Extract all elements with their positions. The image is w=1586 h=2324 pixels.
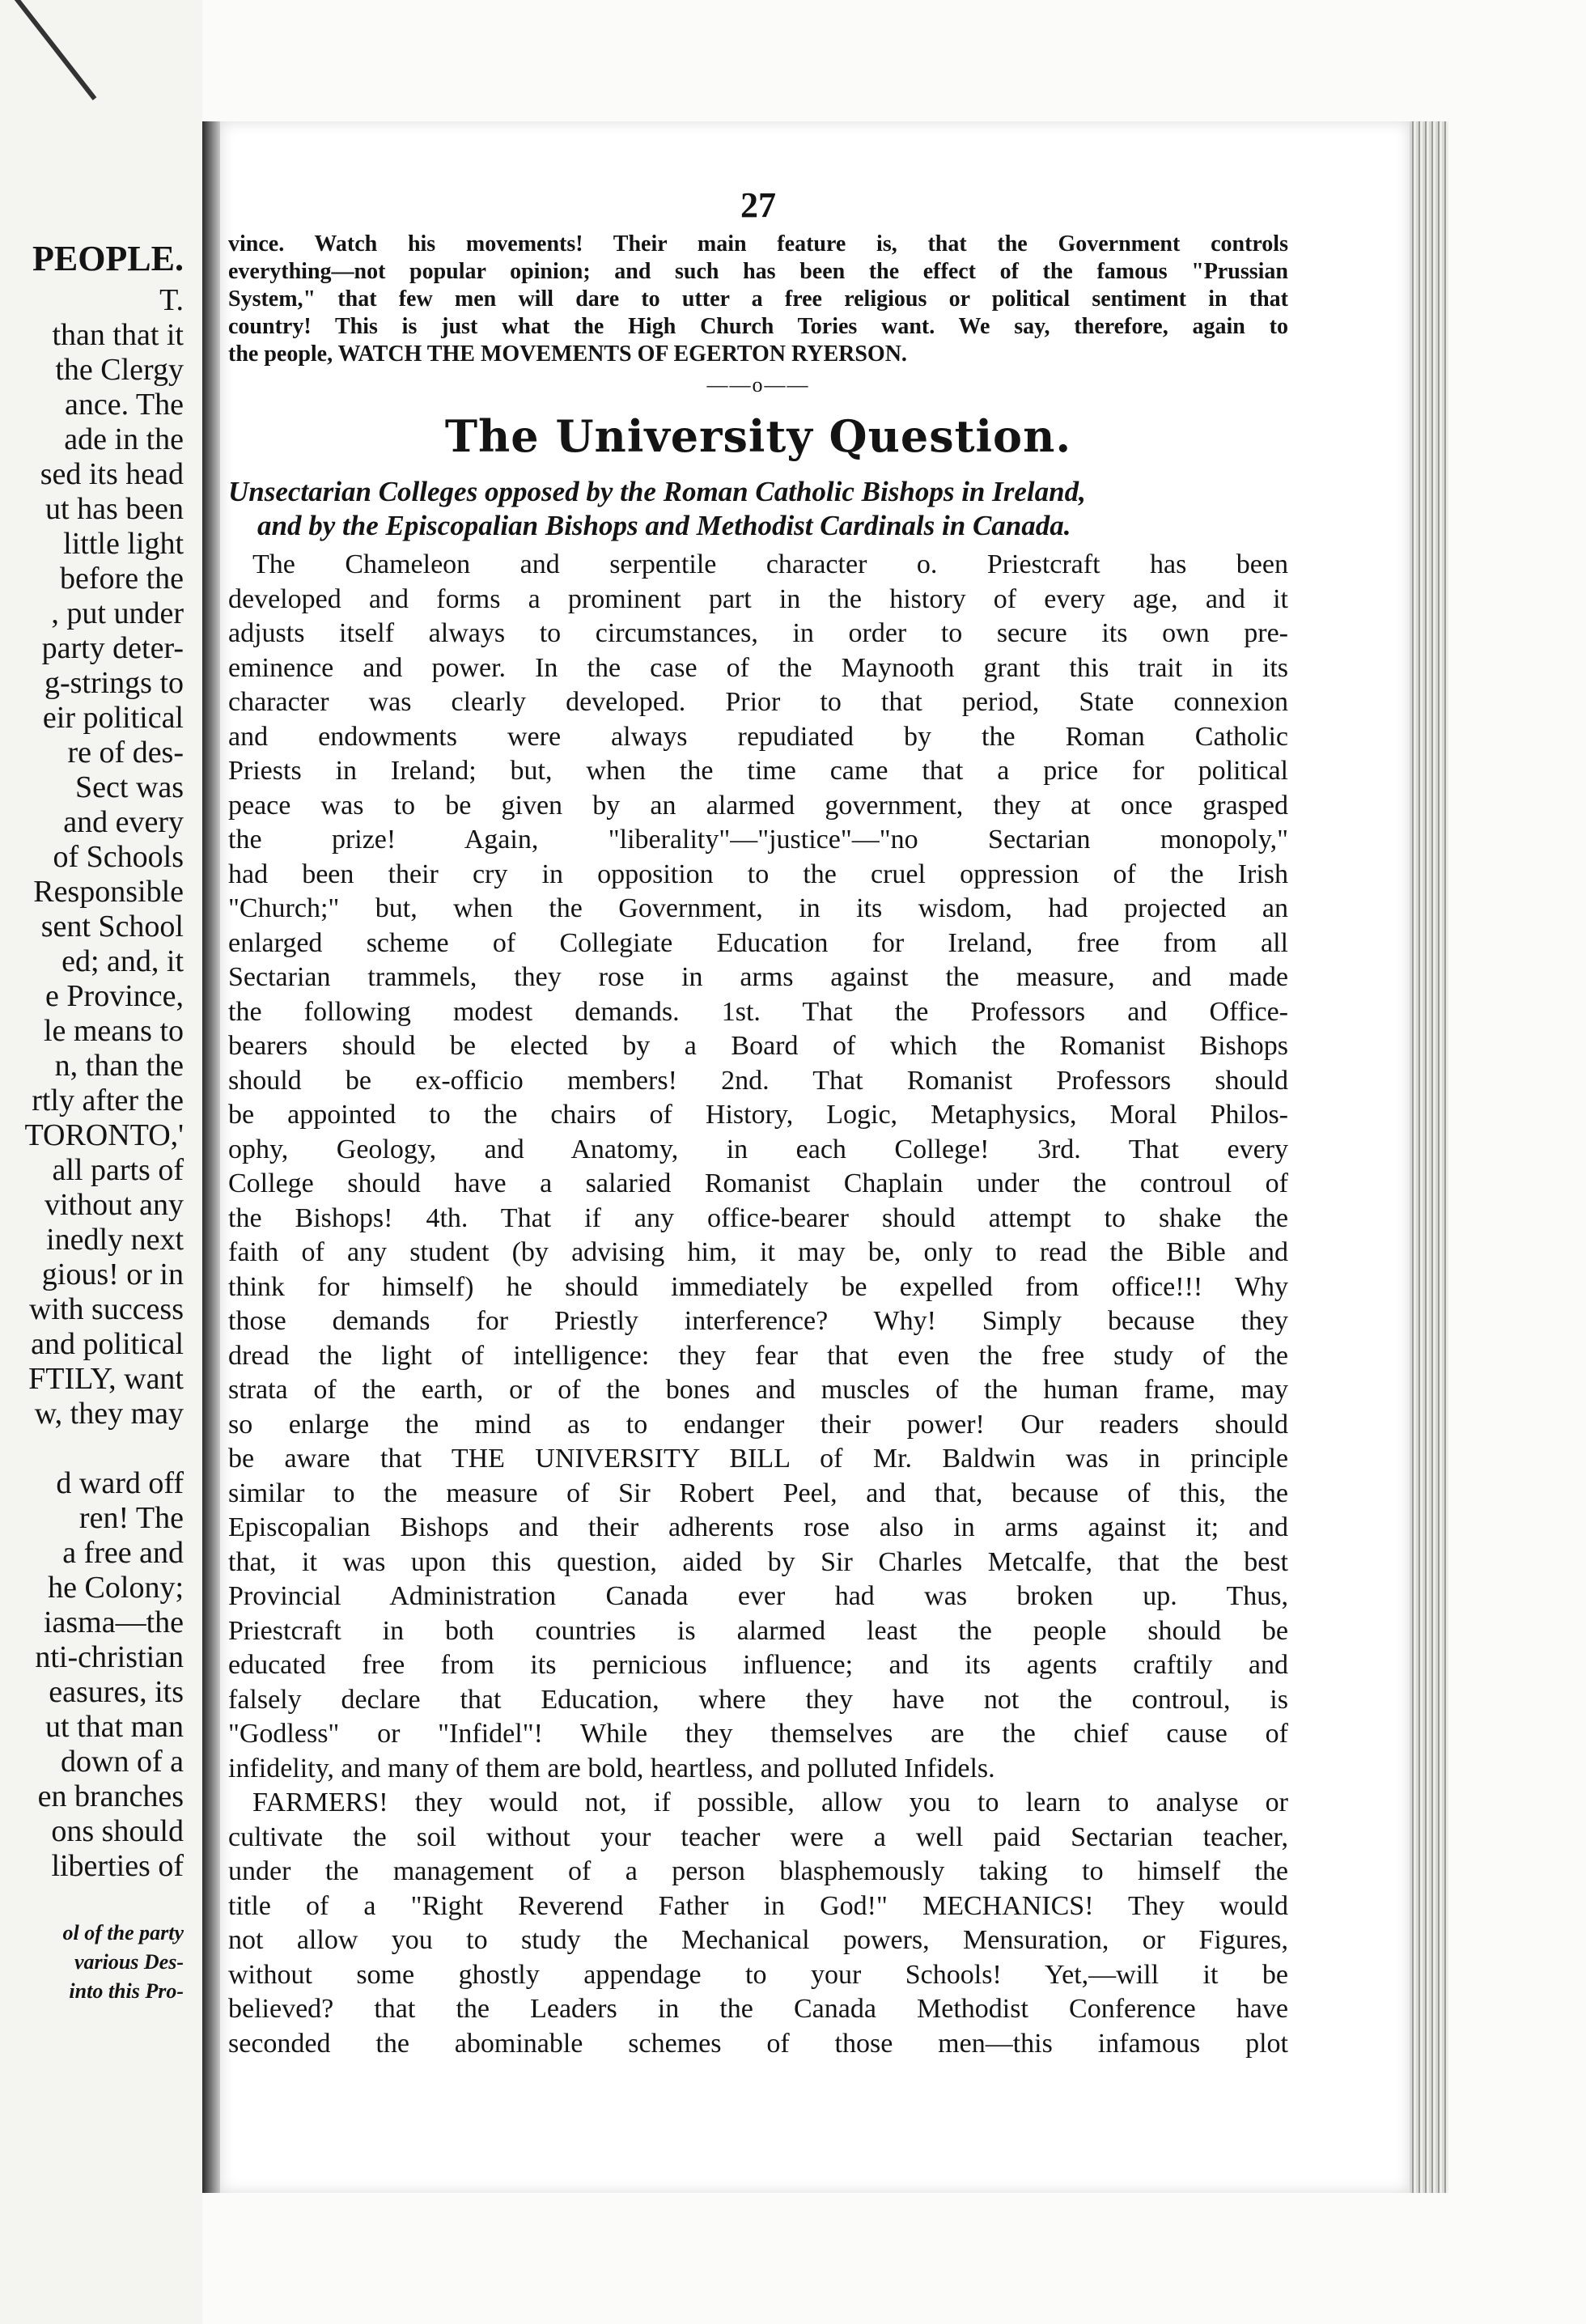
body-line: peace was to be given by an alarmed government, they at once grasped bbox=[228, 790, 1288, 821]
left-page-line: liberties of bbox=[51, 1849, 184, 1883]
left-page-line: before the bbox=[60, 562, 184, 596]
left-page-line: Sect was bbox=[74, 770, 184, 804]
body-line: be aware that THE UNIVERSITY BILL of Mr. Baldwin was in principle bbox=[228, 1444, 1288, 1474]
left-page-line: T. bbox=[159, 283, 184, 317]
body-line: character was clearly developed. Prior to that period, State connexion bbox=[228, 687, 1288, 717]
left-page-line: a free and bbox=[62, 1536, 184, 1570]
left-page-line: the Clergy bbox=[55, 353, 184, 387]
body-line: the following modest demands. 1st. That the Professors and Office- bbox=[228, 996, 1288, 1027]
left-page-line: ance. The bbox=[65, 388, 184, 422]
page-number: 27 bbox=[740, 185, 776, 225]
body-line: Priestcraft in both countries is alarmed least the people should be bbox=[228, 1615, 1288, 1646]
left-page bbox=[0, 0, 202, 2324]
intro-line: the people, WATCH THE MOVEMENTS OF EGERTON RYERSON. bbox=[228, 341, 907, 367]
body-line: cultivate the soil without your teacher were a well paid Sectarian teacher, bbox=[228, 1821, 1288, 1852]
body-line: infidelity, and many of them are bold, heartless, and polluted Infidels. bbox=[228, 1753, 995, 1783]
left-page-line: PEOPLE. bbox=[32, 239, 184, 278]
body-line: the prize! Again, "liberality"—"justice"—"no Sectarian monopoly," bbox=[228, 825, 1288, 855]
body-line: dread the light of intelligence: they fear that even the free study of the bbox=[228, 1340, 1288, 1371]
body-line: ophy, Geology, and Anatomy, in each College! 3rd. That every bbox=[228, 1134, 1288, 1164]
left-page-line: g-strings to bbox=[44, 666, 184, 700]
left-page-line: w, they may bbox=[34, 1397, 184, 1431]
body-line: Episcopalian Bishops and their adherents rose also in arms against it; and bbox=[228, 1512, 1288, 1542]
subtitle-line-1: Unsectarian Colleges opposed by the Roman Catholic Bishops in Ireland, bbox=[228, 476, 1086, 507]
body-line: those demands for Priestly interference? Why! Simply because they bbox=[228, 1306, 1288, 1336]
left-page-line bbox=[0, 1884, 198, 1919]
body-line: "Church;" but, when the Government, in its wisdom, had projected an bbox=[228, 893, 1288, 923]
left-page-line: TORONTO,' bbox=[24, 1118, 184, 1152]
left-page-line: n, than the bbox=[54, 1049, 184, 1083]
left-page-line: re of des- bbox=[67, 736, 184, 770]
article-subtitle bbox=[228, 475, 1288, 543]
left-page-line: ol of the party bbox=[62, 1921, 184, 1944]
left-page-line: le means to bbox=[43, 1014, 184, 1048]
left-page-line: ed; and, it bbox=[61, 944, 184, 978]
body-line: Sectarian trammels, they rose in arms against the measure, and made bbox=[228, 962, 1288, 992]
body-line: enlarged scheme of Collegiate Education for Ireland, free from all bbox=[228, 927, 1288, 958]
left-page-line: various Des- bbox=[74, 1950, 184, 1974]
left-page-line: d ward off bbox=[56, 1466, 184, 1500]
left-page-line: gious! or in bbox=[41, 1257, 184, 1291]
left-page-line bbox=[0, 1431, 198, 1466]
left-page-line: en branches bbox=[37, 1779, 184, 1813]
section-separator: ——o—— bbox=[706, 373, 810, 397]
left-page-line: easures, its bbox=[49, 1675, 184, 1709]
body-line: title of a "Right Reverend Father in God!" MECHANICS! They would bbox=[228, 1890, 1288, 1921]
body-line: The Chameleon and serpentile character o. Priestcraft has been bbox=[252, 549, 1288, 579]
body-line: be appointed to the chairs of History, Logic, Metaphysics, Moral Philos- bbox=[228, 1100, 1288, 1130]
body-line: Priests in Ireland; but, when the time came that a price for political bbox=[228, 756, 1288, 786]
body-line: "Godless" or "Infidel"! While they themselves are the chief cause of bbox=[228, 1719, 1288, 1749]
body-line: similar to the measure of Sir Robert Peel, and that, because of this, the bbox=[228, 1478, 1288, 1508]
left-page-line: vithout any bbox=[44, 1188, 184, 1222]
right-page-content bbox=[228, 184, 1288, 2061]
body-line: adjusts itself always to circumstances, in order to secure its own pre- bbox=[228, 618, 1288, 648]
intro-paragraph bbox=[228, 231, 1288, 368]
body-line: faith of any student (by advising him, it may be, only to read the Bible and bbox=[228, 1237, 1288, 1267]
left-page-line: than that it bbox=[52, 318, 184, 352]
article-title: The University Question. bbox=[444, 410, 1072, 462]
intro-line: everything—not popular opinion; and such has been the effect of the famous "Prussian bbox=[228, 259, 1288, 284]
book-gutter bbox=[202, 121, 220, 2193]
left-page-line: and political bbox=[31, 1327, 184, 1361]
body-line: not allow you to study the Mechanical powers, Mensuration, or Figures, bbox=[228, 1925, 1288, 1955]
left-page-line: e Province, bbox=[45, 979, 184, 1013]
page-edges bbox=[1410, 121, 1448, 2193]
body-line: educated free from its pernicious influence; and its agents craftily and bbox=[228, 1650, 1288, 1680]
article-body bbox=[228, 548, 1288, 2061]
left-page-line: sed its head bbox=[40, 457, 184, 491]
body-line: had been their cry in opposition to the cruel oppression of the Irish bbox=[228, 859, 1288, 889]
left-page-line: FTILY, want bbox=[28, 1362, 184, 1396]
left-page-line: little light bbox=[63, 527, 184, 561]
left-page-line: all parts of bbox=[52, 1153, 184, 1187]
body-line: should be ex-officio members! 2nd. That Romanist Professors should bbox=[228, 1065, 1288, 1096]
body-line: falsely declare that Education, where they have not the controul, is bbox=[228, 1684, 1288, 1715]
body-line: developed and forms a prominent part in the history of every age, and it bbox=[228, 583, 1288, 614]
body-line: FARMERS! they would not, if possible, allow you to learn to analyse or bbox=[252, 1788, 1288, 1817]
body-line: so enlarge the mind as to endanger their power! Our readers should bbox=[228, 1409, 1288, 1440]
left-page-line: ren! The bbox=[78, 1501, 184, 1535]
left-page-line: nti-christian bbox=[35, 1640, 184, 1674]
left-page-line: he Colony; bbox=[48, 1571, 184, 1605]
left-page-line: of Schools bbox=[53, 840, 184, 874]
left-page-text bbox=[0, 235, 198, 2006]
left-page-line: ade in the bbox=[64, 422, 184, 456]
intro-line: System," that few men will dare to utter a free religious or political sentiment in that bbox=[228, 286, 1288, 312]
body-line: strata of the earth, or of the bones and muscles of the human frame, may bbox=[228, 1375, 1288, 1405]
left-page-line: with success bbox=[28, 1292, 184, 1326]
left-page-line: into this Pro- bbox=[69, 1979, 184, 2003]
body-line: College should have a salaried Romanist Chaplain under the controul of bbox=[228, 1168, 1288, 1198]
page-corner-mark bbox=[8, 0, 96, 100]
left-page-line: eir political bbox=[42, 701, 184, 735]
body-line: and endowments were always repudiated by the Roman Catholic bbox=[228, 721, 1288, 752]
left-page-line: rtly after the bbox=[32, 1084, 184, 1117]
intro-line: country! This is just what the High Church Tories want. We say, therefore, again to bbox=[228, 314, 1288, 339]
left-page-line: iasma—the bbox=[43, 1605, 184, 1639]
body-line: without some ghostly appendage to your Schools! Yet,—will it be bbox=[228, 1959, 1288, 1990]
left-page-line: Responsible bbox=[33, 875, 184, 909]
intro-line: vince. Watch his movements! Their main feature is, that the Government controls bbox=[228, 231, 1288, 257]
left-page-line: ut that man bbox=[45, 1710, 184, 1744]
left-page-line: down of a bbox=[61, 1745, 184, 1779]
body-line: eminence and power. In the case of the Maynooth grant this trait in its bbox=[228, 652, 1288, 683]
body-line: think for himself) he should immediately be expelled from office!!! Why bbox=[228, 1271, 1288, 1302]
body-line: Provincial Administration Canada ever had was broken up. Thus, bbox=[228, 1581, 1288, 1611]
left-page-line: ons should bbox=[51, 1814, 184, 1848]
body-line: under the management of a person blasphemously taking to himself the bbox=[228, 1856, 1288, 1886]
left-page-line: , put under bbox=[51, 596, 184, 630]
left-page-line: sent School bbox=[40, 910, 184, 944]
body-line: bearers should be elected by a Board of which the Romanist Bishops bbox=[228, 1031, 1288, 1061]
body-line: believed? that the Leaders in the Canada Methodist Conference have bbox=[228, 1994, 1288, 2024]
left-page-line: ut has been bbox=[45, 492, 184, 526]
left-page-line: inedly next bbox=[46, 1223, 184, 1257]
subtitle-line-2: and by the Episcopalian Bishops and Methodist Cardinals in Canada. bbox=[257, 510, 1071, 541]
body-line: seconded the abominable schemes of those men—this infamous plot bbox=[228, 2028, 1288, 2059]
body-line: the Bishops! 4th. That if any office-bearer should attempt to shake the bbox=[228, 1202, 1288, 1233]
body-line: that, it was upon this question, aided by Sir Charles Metcalfe, that the best bbox=[228, 1546, 1288, 1577]
left-page-line: and every bbox=[63, 805, 184, 839]
left-page-line: party deter- bbox=[41, 631, 184, 665]
